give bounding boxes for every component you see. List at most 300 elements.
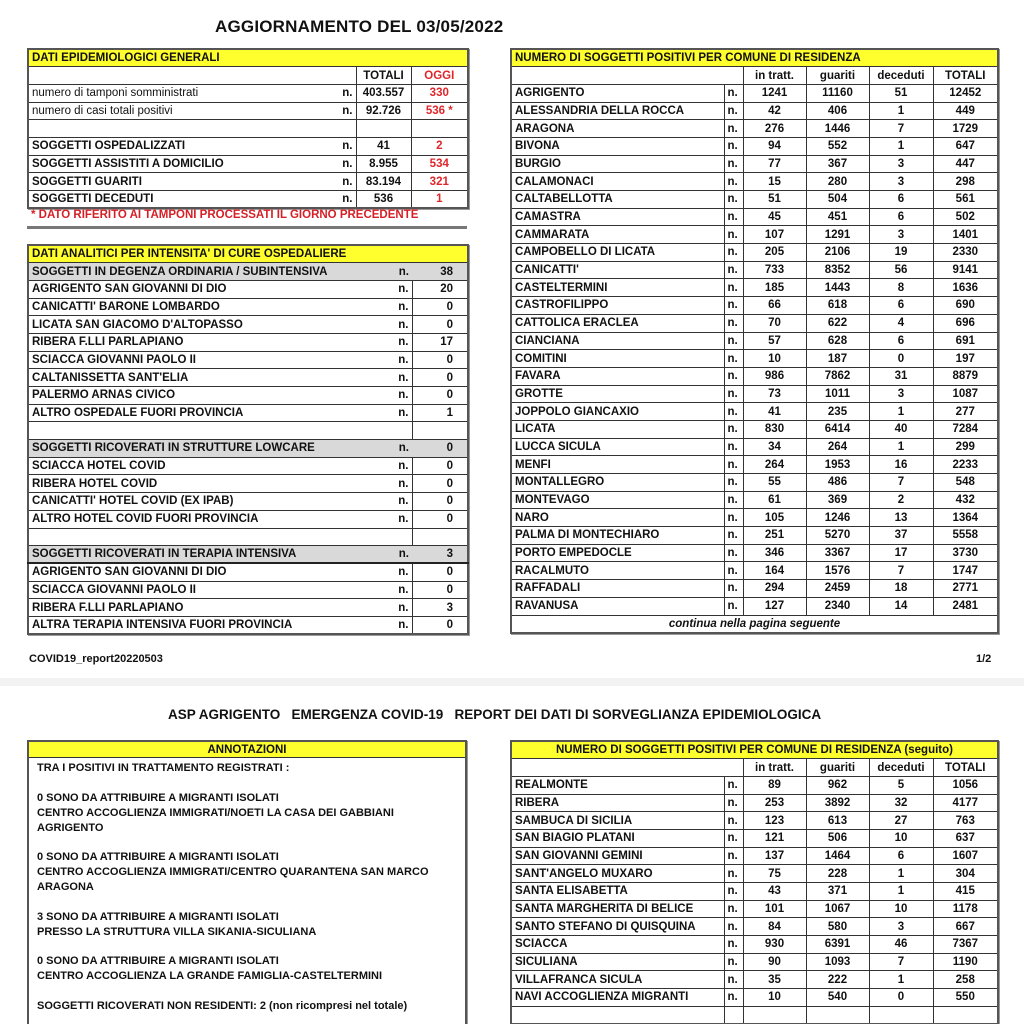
n-label: n. [724, 279, 743, 297]
comune-name: CALTABELLOTTA [511, 191, 724, 209]
deceduti-value: 13 [869, 509, 933, 527]
in-tratt-value: 57 [743, 332, 806, 350]
totali-value: 561 [933, 191, 998, 209]
n-label: n. [724, 155, 743, 173]
guariti-value: 486 [806, 474, 869, 492]
group-row [28, 440, 468, 458]
n-label: n. [724, 597, 743, 615]
col-totali: TOTALI [933, 759, 998, 777]
comune-row [511, 279, 998, 297]
hospital-row [28, 351, 468, 369]
in-tratt-value: 205 [743, 244, 806, 262]
row-value: 0 [412, 581, 468, 599]
in-tratt-value: 61 [743, 491, 806, 509]
comune-name: CASTROFILIPPO [511, 297, 724, 315]
comune-name: CANICATTI' [511, 261, 724, 279]
comune-name: CAMASTRA [511, 208, 724, 226]
oggi-value: 330 [411, 84, 468, 102]
n-label: n. [724, 191, 743, 209]
in-tratt-value: 105 [743, 509, 806, 527]
comune-row [511, 865, 998, 883]
oggi-value: 536 * [411, 102, 468, 120]
guariti-value: 1011 [806, 385, 869, 403]
hospital-header: DATI ANALITICI PER INTENSITA' DI CURE OSPEDALIERE [28, 245, 468, 263]
divider [27, 226, 467, 229]
row-value: 0 [412, 563, 468, 581]
in-tratt-value: 1241 [743, 84, 806, 102]
n-label: n. [724, 474, 743, 492]
row-label: SOGGETTI IN DEGENZA ORDINARIA / SUBINTENSIVA [28, 263, 384, 281]
in-tratt-value: 15 [743, 173, 806, 191]
row-value: 0 [412, 387, 468, 405]
comune-row [511, 314, 998, 332]
deceduti-value: 19 [869, 244, 933, 262]
n-label: n. [724, 794, 743, 812]
n-label: n. [384, 493, 412, 511]
guariti-value: 235 [806, 403, 869, 421]
in-tratt-value: 251 [743, 527, 806, 545]
row-label: ALTRA TERAPIA INTENSIVA FUORI PROVINCIA [28, 616, 384, 634]
comune-name: ALESSANDRIA DELLA ROCCA [511, 102, 724, 120]
n-label: n. [724, 385, 743, 403]
deceduti-value: 6 [869, 332, 933, 350]
totali-value: 92.726 [356, 102, 411, 120]
deceduti-value: 3 [869, 155, 933, 173]
in-tratt-value: 294 [743, 580, 806, 598]
totali-value: 550 [933, 989, 998, 1007]
footnote: * DATO RIFERITO AI TAMPONI PROCESSATI IL GIORNO PRECEDENTE [31, 209, 419, 221]
deceduti-value: 4 [869, 314, 933, 332]
oggi-value: 534 [411, 155, 468, 173]
guariti-value: 228 [806, 865, 869, 883]
comune-name: LICATA [511, 420, 724, 438]
deceduti-value: 6 [869, 208, 933, 226]
oggi-value: 321 [411, 173, 468, 191]
row-label-cell [28, 155, 356, 173]
guariti-value: 406 [806, 102, 869, 120]
in-tratt-value: 127 [743, 597, 806, 615]
totali-value: 298 [933, 173, 998, 191]
guariti-value: 1576 [806, 562, 869, 580]
n-label: n. [384, 475, 412, 493]
deceduti-value: 10 [869, 829, 933, 847]
row-label-cell [28, 102, 356, 120]
n-label: n. [342, 175, 353, 188]
row-label-cell [28, 84, 356, 102]
n-label: n. [724, 989, 743, 1007]
n-label: n. [724, 244, 743, 262]
annotations-header: ANNOTAZIONI [29, 742, 465, 758]
in-tratt-value: 137 [743, 847, 806, 865]
comune-row [511, 971, 998, 989]
annotation-line: ARAGONA [37, 881, 94, 893]
annotation-line: 0 SONO DA ATTRIBUIRE A MIGRANTI ISOLATI [37, 791, 279, 804]
totali-value: 83.194 [356, 173, 411, 191]
annotation-line: SOGGETTI RICOVERATI NON RESIDENTI: 2 (non ricompresi nel totale) [37, 999, 408, 1012]
deceduti-value: 3 [869, 385, 933, 403]
n-label: n. [724, 137, 743, 155]
guariti-value: 506 [806, 829, 869, 847]
deceduti-value: 0 [869, 989, 933, 1007]
comune-name: CALAMONACI [511, 173, 724, 191]
comune-row [511, 385, 998, 403]
guariti-value: 264 [806, 438, 869, 456]
deceduti-value: 2 [869, 491, 933, 509]
row-value [412, 528, 468, 546]
totali-value: 41 [356, 137, 411, 155]
n-label: n. [384, 298, 412, 316]
row-label: SOGGETTI RICOVERATI IN TERAPIA INTENSIVA [28, 546, 384, 564]
row-label: SCIACCA HOTEL COVID [28, 457, 384, 475]
guariti-value: 2106 [806, 244, 869, 262]
n-label: n. [724, 776, 743, 794]
n-label: n. [384, 457, 412, 475]
oggi-value: 2 [411, 137, 468, 155]
totali-value: 647 [933, 137, 998, 155]
annotation-line: TRA I POSITIVI IN TRATTAMENTO REGISTRATI : [37, 762, 290, 774]
comune-name: MONTEVAGO [511, 491, 724, 509]
deceduti-value: 27 [869, 812, 933, 830]
footer-filename: COVID19_report20220503 [29, 653, 163, 665]
in-tratt-value: 41 [743, 403, 806, 421]
deceduti-value: 7 [869, 953, 933, 971]
comune-name: SANT'ANGELO MUXARO [511, 865, 724, 883]
n-label: n. [724, 491, 743, 509]
n-label: n. [384, 263, 412, 281]
n-label: n. [724, 883, 743, 901]
annotations-body [29, 758, 465, 1017]
row-value [412, 422, 468, 440]
n-label: n. [724, 971, 743, 989]
comune-name: JOPPOLO GIANCAXIO [511, 403, 724, 421]
comuni-continued-table [510, 740, 999, 1024]
totali-value: 415 [933, 883, 998, 901]
row-label-cell [28, 120, 356, 138]
deceduti-value: 40 [869, 420, 933, 438]
deceduti-value: 31 [869, 367, 933, 385]
row-value: 0 [412, 440, 468, 458]
guariti-value: 5270 [806, 527, 869, 545]
hospital-row [28, 493, 468, 511]
guariti-value: 1446 [806, 120, 869, 138]
comune-row [511, 580, 998, 598]
deceduti-value: 1 [869, 102, 933, 120]
comune-name: REALMONTE [511, 776, 724, 794]
col-guariti: guariti [806, 67, 869, 85]
deceduti-value: 1 [869, 403, 933, 421]
comune-row [511, 474, 998, 492]
in-tratt-value: 10 [743, 350, 806, 368]
totali-value [356, 120, 411, 138]
in-tratt-value: 51 [743, 191, 806, 209]
deceduti-value: 10 [869, 900, 933, 918]
deceduti-value: 0 [869, 350, 933, 368]
in-tratt-value: 77 [743, 155, 806, 173]
row-value: 0 [412, 475, 468, 493]
guariti-value: 962 [806, 776, 869, 794]
row-label: RIBERA HOTEL COVID [28, 475, 384, 493]
col-oggi: OGGI [411, 67, 468, 85]
hospital-row [28, 422, 468, 440]
row-label: SOGGETTI ASSISTITI A DOMICILIO [32, 157, 224, 170]
deceduti-value: 7 [869, 562, 933, 580]
row-label: CANICATTI' BARONE LOMBARDO [28, 298, 384, 316]
n-label: n. [724, 350, 743, 368]
comune-row [511, 883, 998, 901]
comune-name: COMITINI [511, 350, 724, 368]
guariti-value: 1443 [806, 279, 869, 297]
totali-value: 12452 [933, 84, 998, 102]
n-label: n. [724, 544, 743, 562]
n-label: n. [724, 438, 743, 456]
continue-note: continua nella pagina seguente [511, 615, 998, 633]
row-label: SOGGETTI DECEDUTI [32, 193, 154, 206]
n-label [384, 528, 412, 546]
deceduti-value: 17 [869, 544, 933, 562]
comune-row [511, 332, 998, 350]
totali-value: 2330 [933, 244, 998, 262]
comune-row [511, 989, 998, 1007]
comune-row [511, 900, 998, 918]
guariti-value: 1464 [806, 847, 869, 865]
col-totali: TOTALI [933, 67, 998, 85]
hospital-row [28, 581, 468, 599]
deceduti-value: 8 [869, 279, 933, 297]
totali-value: 7284 [933, 420, 998, 438]
totali-value: 1607 [933, 847, 998, 865]
n-label: n. [724, 420, 743, 438]
comune-name: SAN BIAGIO PLATANI [511, 829, 724, 847]
guariti-value: 369 [806, 491, 869, 509]
annotation-line: 3 SONO DA ATTRIBUIRE A MIGRANTI ISOLATI [37, 910, 279, 923]
general-row [28, 173, 468, 191]
hospital-row [28, 475, 468, 493]
general-row [28, 155, 468, 173]
in-tratt-value: 89 [743, 776, 806, 794]
in-tratt-value: 55 [743, 474, 806, 492]
guariti-value: 552 [806, 137, 869, 155]
comune-name: RAVANUSA [511, 597, 724, 615]
n-label: n. [384, 563, 412, 581]
guariti-value: 3367 [806, 544, 869, 562]
guariti-value: 187 [806, 350, 869, 368]
comune-name: BURGIO [511, 155, 724, 173]
n-label: n. [724, 509, 743, 527]
comune-name: CATTOLICA ERACLEA [511, 314, 724, 332]
totali-value: 277 [933, 403, 998, 421]
in-tratt-value: 35 [743, 971, 806, 989]
in-tratt-value: 84 [743, 918, 806, 936]
comune-name: MENFI [511, 456, 724, 474]
deceduti-value: 3 [869, 918, 933, 936]
guariti-value: 1953 [806, 456, 869, 474]
n-label: n. [384, 510, 412, 528]
comune-row [511, 847, 998, 865]
comune-name: PALMA DI MONTECHIARO [511, 527, 724, 545]
annotation-line: CENTRO ACCOGLIENZA IMMIGRATI/NOETI LA CASA DEI GABBIANI AGRIGENTO [37, 806, 394, 834]
comune-row [511, 226, 998, 244]
comune-name: SAN GIOVANNI GEMINI [511, 847, 724, 865]
totali-value: 637 [933, 829, 998, 847]
comune-name: RACALMUTO [511, 562, 724, 580]
comune-row [511, 794, 998, 812]
row-label: SOGGETTI GUARITI [32, 175, 142, 188]
comune-name: SANTA MARGHERITA DI BELICE [511, 900, 724, 918]
in-tratt-value: 121 [743, 829, 806, 847]
annotation-line [37, 940, 457, 955]
totali-value: 8879 [933, 367, 998, 385]
n-label: n. [724, 900, 743, 918]
guariti-value: 622 [806, 314, 869, 332]
n-label: n. [724, 314, 743, 332]
guariti-value: 618 [806, 297, 869, 315]
in-tratt-value: 164 [743, 562, 806, 580]
guariti-value: 280 [806, 173, 869, 191]
hospital-row [28, 616, 468, 634]
n-label: n. [384, 599, 412, 617]
totali-value: 403.557 [356, 84, 411, 102]
guariti-value: 628 [806, 332, 869, 350]
totali-value: 1178 [933, 900, 998, 918]
deceduti-value: 5 [869, 776, 933, 794]
totali-value: 4177 [933, 794, 998, 812]
in-tratt-value: 90 [743, 953, 806, 971]
n-label: n. [724, 865, 743, 883]
in-tratt-value: 94 [743, 137, 806, 155]
comune-row [511, 776, 998, 794]
totali-value: 548 [933, 474, 998, 492]
footer-page-number: 1/2 [976, 653, 992, 665]
n-label: n. [342, 104, 353, 117]
in-tratt-value: 346 [743, 544, 806, 562]
hospital-row [28, 316, 468, 334]
in-tratt-value: 830 [743, 420, 806, 438]
totali-value: 2233 [933, 456, 998, 474]
n-label: n. [724, 367, 743, 385]
totali-value: 9141 [933, 261, 998, 279]
guariti-value: 222 [806, 971, 869, 989]
guariti-value: 1093 [806, 953, 869, 971]
comune-row [511, 509, 998, 527]
guariti-value: 8352 [806, 261, 869, 279]
n-label: n. [724, 527, 743, 545]
deceduti-value: 1 [869, 865, 933, 883]
totali-value: 1401 [933, 226, 998, 244]
col-in-tratt: in tratt. [743, 67, 806, 85]
totali-value: 690 [933, 297, 998, 315]
totali-value: 1636 [933, 279, 998, 297]
deceduti-value: 46 [869, 936, 933, 954]
guariti-value: 613 [806, 812, 869, 830]
in-tratt-value: 45 [743, 208, 806, 226]
in-tratt-value: 107 [743, 226, 806, 244]
totali-value: 258 [933, 971, 998, 989]
comune-name: CAMMARATA [511, 226, 724, 244]
comune-row [511, 137, 998, 155]
n-label: n. [724, 261, 743, 279]
row-label: SOGGETTI OSPEDALIZZATI [32, 140, 186, 153]
row-label: numero di tamponi somministrati [32, 87, 199, 100]
hospital-row [28, 599, 468, 617]
n-label: n. [724, 829, 743, 847]
comune-name: GROTTE [511, 385, 724, 403]
comune-row [511, 244, 998, 262]
report-title: ASP AGRIGENTO EMERGENZA COVID-19 REPORT DEI DATI DI SORVEGLIANZA EPIDEMIOLOGICA [168, 707, 822, 722]
n-label: n. [342, 157, 353, 170]
guariti-value: 540 [806, 989, 869, 1007]
deceduti-value: 37 [869, 527, 933, 545]
n-label: n. [342, 87, 353, 100]
guariti-value: 1246 [806, 509, 869, 527]
col-deceduti: deceduti [869, 67, 933, 85]
comune-row [511, 191, 998, 209]
in-tratt-value: 276 [743, 120, 806, 138]
comune-row [511, 936, 998, 954]
row-label: RIBERA F.LLI PARLAPIANO [28, 333, 384, 351]
n-label: n. [724, 953, 743, 971]
row-value: 3 [412, 546, 468, 564]
comune-row [511, 491, 998, 509]
n-label: n. [384, 546, 412, 564]
col-deceduti: deceduti [869, 759, 933, 777]
comune-name: PORTO EMPEDOCLE [511, 544, 724, 562]
row-label: CANICATTI' HOTEL COVID (EX IPAB) [28, 493, 384, 511]
n-label: n. [724, 332, 743, 350]
annotation-line: PRESSO LA STRUTTURA VILLA SIKANIA-SICULIANA [37, 925, 317, 938]
deceduti-value: 6 [869, 191, 933, 209]
annotation-line [37, 836, 457, 851]
row-label: LICATA SAN GIACOMO D'ALTOPASSO [28, 316, 384, 334]
comune-name: CIANCIANA [511, 332, 724, 350]
comune-row [511, 456, 998, 474]
n-label: n. [384, 387, 412, 405]
page-title: AGGIORNAMENTO DEL 03/05/2022 [215, 17, 504, 36]
deceduti-value: 7 [869, 120, 933, 138]
totali-value: 1056 [933, 776, 998, 794]
hospital-row [28, 528, 468, 546]
row-value: 3 [412, 599, 468, 617]
comune-row [511, 527, 998, 545]
comune-name: BIVONA [511, 137, 724, 155]
comune-row [511, 829, 998, 847]
comune-row [511, 84, 998, 102]
col-guariti: guariti [806, 759, 869, 777]
row-value: 0 [412, 616, 468, 634]
totali-value: 197 [933, 350, 998, 368]
annotation-line: CENTRO ACCOGLIENZA LA GRANDE FAMIGLIA-CASTELTERMINI [37, 970, 383, 982]
hospital-row [28, 387, 468, 405]
annotation-line: 0 SONO DA ATTRIBUIRE A MIGRANTI ISOLATI [37, 851, 279, 863]
guariti-value: 11160 [806, 84, 869, 102]
comune-row [511, 367, 998, 385]
n-label: n. [724, 120, 743, 138]
comune-row [511, 297, 998, 315]
totali-value: 2771 [933, 580, 998, 598]
totali-value: 3730 [933, 544, 998, 562]
totali-value: 1364 [933, 509, 998, 527]
row-label-cell [28, 191, 356, 209]
comune-name: LUCCA SICULA [511, 438, 724, 456]
hospital-row [28, 280, 468, 298]
row-label: ALTRO HOTEL COVID FUORI PROVINCIA [28, 510, 384, 528]
guariti-value: 2459 [806, 580, 869, 598]
hospital-row [28, 404, 468, 422]
n-label: n. [384, 616, 412, 634]
row-label: SCIACCA GIOVANNI PAOLO II [28, 581, 384, 599]
row-value: 0 [412, 510, 468, 528]
comune-name: CAMPOBELLO DI LICATA [511, 244, 724, 262]
totali-value: 447 [933, 155, 998, 173]
